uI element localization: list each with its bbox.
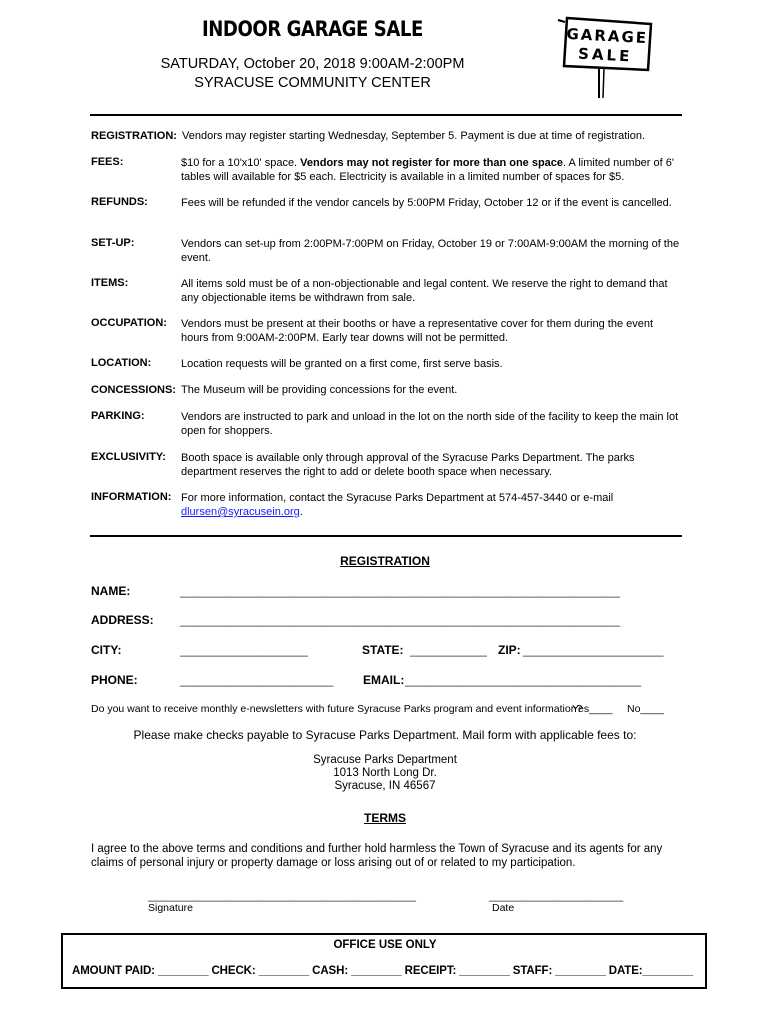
checks-payable-line: Please make checks payable to Syracuse Parks Department. Mail form with applicable fees to: xyxy=(133,728,637,742)
contact-email-link[interactable]: dlursen@syracusein.org xyxy=(181,506,300,518)
office-use-fields: AMOUNT PAID: ________ CHECK: ________ CASH: ________ RECEIPT: ________ STAFF: ________ DATE:________ xyxy=(72,965,693,977)
rule-label-fees: FEES: xyxy=(91,156,124,168)
rule-label-location: LOCATION: xyxy=(91,357,152,369)
mail-address-line-1: Syracuse Parks Department xyxy=(313,754,457,766)
mail-address-line-2: 1013 North Long Dr. xyxy=(333,767,437,779)
registration-heading: REGISTRATION xyxy=(340,554,430,568)
city-field[interactable]: ____________________ xyxy=(180,643,308,657)
rule-text-location: Location requests will be granted on a first come, first serve basis. xyxy=(181,358,503,370)
state-label: STATE: xyxy=(362,643,404,657)
newsletter-question: Do you want to receive monthly e-newsletters with future Syracuse Parks program and event information? xyxy=(91,703,583,715)
rule-label-concessions: CONCESSIONS: xyxy=(91,384,176,396)
name-label: NAME: xyxy=(91,584,131,598)
date-label: Date xyxy=(492,902,515,914)
rule-text-refunds: Fees will be refunded if the vendor cancels by 5:00PM Friday, October 12 or if the event is cancelled. xyxy=(181,197,672,209)
newsletter-no-option[interactable]: No____ xyxy=(627,703,664,715)
mail-address-line-3: Syracuse, IN 46567 xyxy=(334,780,436,792)
rule-label-exclusivity: EXCLUSIVITY: xyxy=(91,451,166,463)
rule-text-items: All items sold must be of a non-objectionable and legal content. We reserve the right to demand that any objectionable items be withdrawn from sale. xyxy=(181,278,668,304)
address-field[interactable]: _____________________________________________________________________ xyxy=(180,613,620,627)
event-date-line: SATURDAY, October 20, 2018 9:00AM-2:00PM xyxy=(160,56,465,72)
state-field[interactable]: ____________ xyxy=(410,643,487,657)
rule-label-setup: SET-UP: xyxy=(91,237,135,249)
zip-label: ZIP: xyxy=(498,643,521,657)
rule-text-exclusivity: Booth space is available only through approval of the Syracuse Parks Department. The parks department reserves the right to add or delete booth space when necessary. xyxy=(181,452,635,478)
event-venue-line: SYRACUSE COMMUNITY CENTER xyxy=(194,75,431,91)
city-label: CITY: xyxy=(91,643,122,657)
rule-label-occupation: OCCUPATION: xyxy=(91,317,167,329)
date-line[interactable]: _____________________ xyxy=(489,888,623,902)
rule-text-setup: Vendors can set-up from 2:00PM-7:00PM on Friday, October 19 or 7:00AM-9:00AM the morning of the event. xyxy=(181,238,680,264)
rule-label-information: INFORMATION: xyxy=(91,491,172,503)
signature-line[interactable]: __________________________________________ xyxy=(148,888,416,902)
rule-text-information: For more information, contact the Syracuse Parks Department at 574-457-3440 or e-mail dlursen@syracusein.org. xyxy=(181,492,614,518)
rule-label-items: ITEMS: xyxy=(91,277,129,289)
email-label: EMAIL: xyxy=(363,673,405,687)
sign-word-garage: GARAGE xyxy=(566,24,649,48)
rule-label-refunds: REFUNDS: xyxy=(91,196,148,208)
terms-heading: TERMS xyxy=(364,811,406,825)
zip-field[interactable]: ______________________ xyxy=(523,643,664,657)
phone-field[interactable]: ________________________ xyxy=(180,673,333,687)
address-label: ADDRESS: xyxy=(91,613,154,627)
rule-text-parking: Vendors are instructed to park and unload in the lot on the north side of the facility to keep the main lot open for shoppers. xyxy=(181,411,679,437)
terms-text: I agree to the above terms and conditions and further hold harmless the Town of Syracuse and its agents for any claims of personal injury or property damage or loss arising out of or related to my participation. xyxy=(91,843,663,869)
page-title: INDOOR GARAGE SALE xyxy=(201,17,423,41)
phone-label: PHONE: xyxy=(91,673,138,687)
office-use-title: OFFICE USE ONLY xyxy=(333,939,437,951)
fees-bold-warning: Vendors may not register for more than one space xyxy=(300,157,564,169)
rule-label-parking: PARKING: xyxy=(91,410,145,422)
rule-text-occupation: Vendors must be present at their booths or have a representative cover for them during the event hours from 9:00AM-2:00PM. Early tear downs will not be permitted. xyxy=(181,318,654,344)
rule-label-registration: REGISTRATION: xyxy=(91,130,177,142)
header-divider xyxy=(90,114,682,116)
rule-text-fees: $10 for a 10'x10' space. Vendors may not register for more than one space. A limited number of 6' tables will available for $5 each. Electricity is available in a limited number of spaces for $5. xyxy=(181,157,674,183)
sign-word-sale: SALE xyxy=(577,44,633,66)
name-field[interactable]: _____________________________________________________________________ xyxy=(180,584,620,598)
email-field[interactable]: _____________________________________ xyxy=(405,673,641,687)
rule-text-registration: Vendors may register starting Wednesday, September 5. Payment is due at time of registration. xyxy=(182,130,646,142)
rules-divider xyxy=(90,535,682,537)
rule-text-concessions: The Museum will be providing concessions for the event. xyxy=(181,384,458,396)
newsletter-yes-option[interactable]: Yes____ xyxy=(572,703,613,715)
garage-sale-sign-icon xyxy=(555,10,655,100)
signature-label: Signature xyxy=(148,902,193,914)
